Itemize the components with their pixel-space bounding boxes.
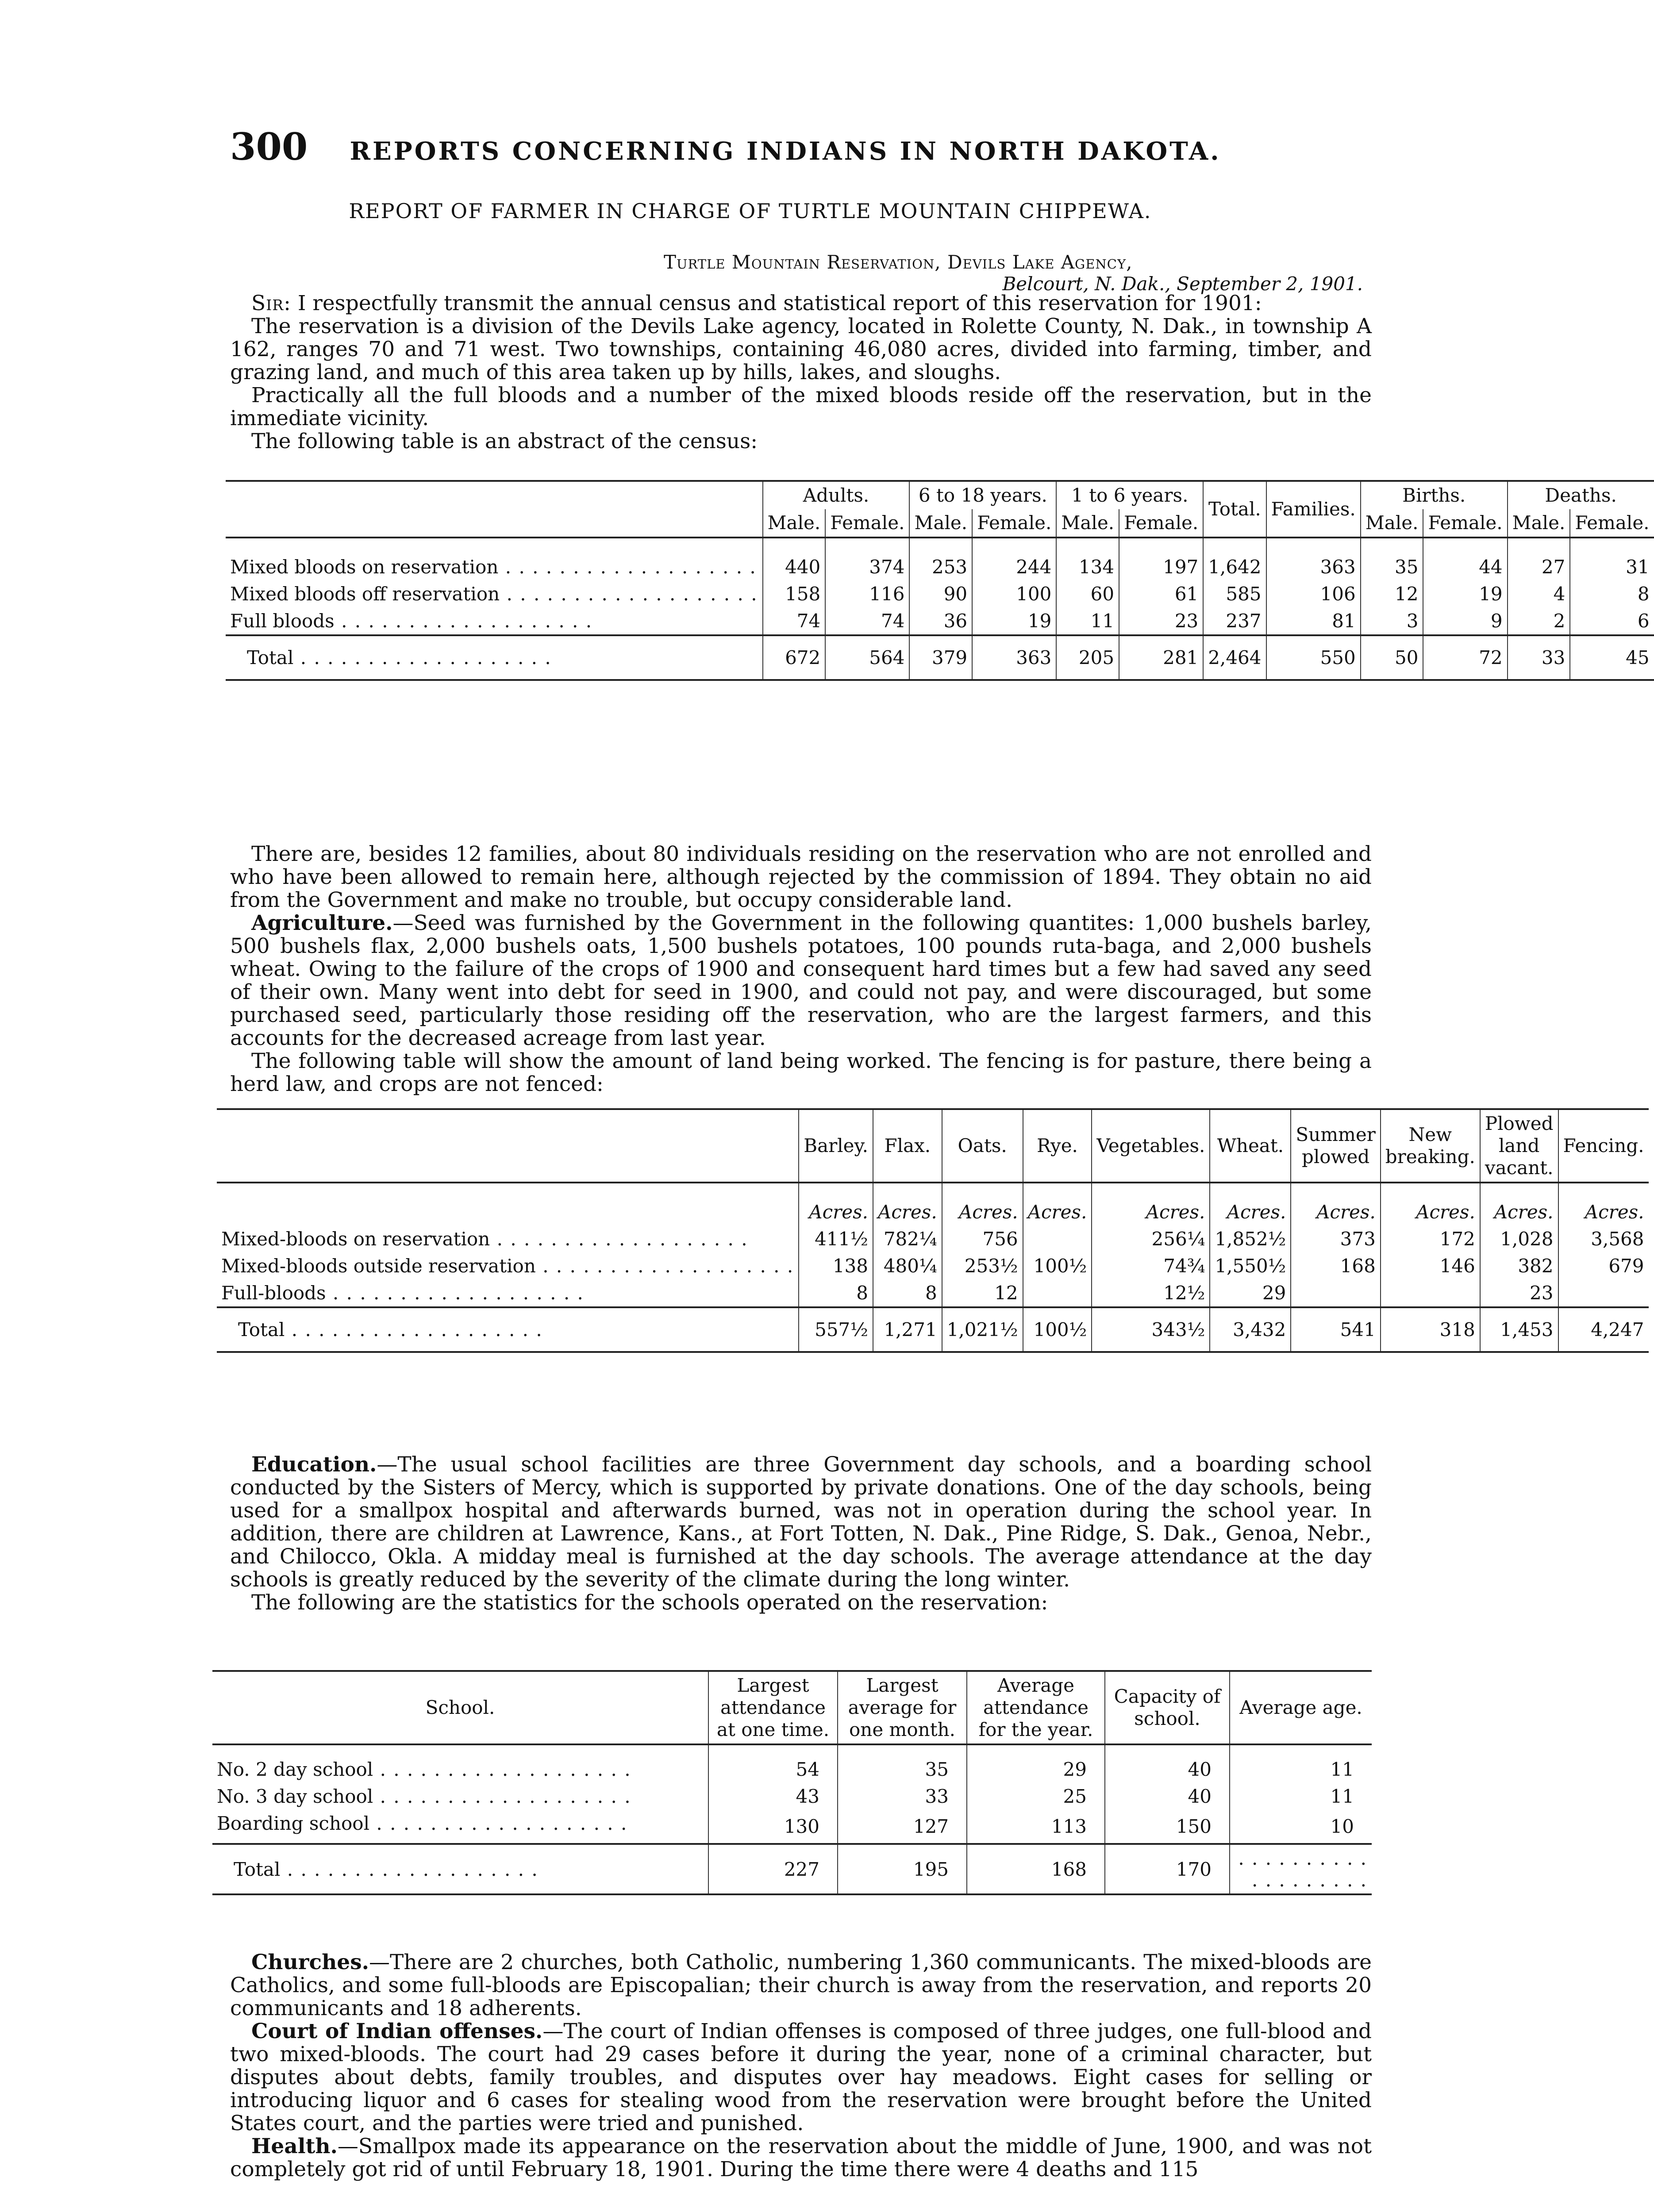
page-number: 300 [230,125,308,169]
census-cell: 158 [763,580,826,607]
census-cell: 116 [825,580,909,607]
agriculture-paragraph [230,912,1372,1050]
census-cell: 237 [1203,607,1266,635]
land-cell: 1,852½ [1210,1225,1291,1252]
land-cell: 480¼ [873,1252,942,1279]
land-total-cell: 318 [1381,1307,1480,1352]
intro-p3: Practically all the full bloods and a number of the mixed bloods reside off the reservation, but in the immediate vicinity. [230,383,1372,430]
census-cell: 31 [1570,538,1654,580]
education-section [230,1453,1372,1614]
land-cell: 679 [1558,1252,1649,1279]
land-cell: 8 [873,1279,942,1307]
land-cell: 146 [1381,1252,1480,1279]
page-header [230,125,1381,169]
land-cell: 12 [942,1279,1023,1307]
land-total-cell: 343½ [1092,1307,1210,1352]
schools-cell: 40 [1105,1783,1230,1810]
census-total-cell: 672 [763,635,826,680]
census-cell: 74 [763,607,826,635]
land-intro-paragraph: The following table will show the amount of land being worked. The fencing is for pasture, there being a herd law, and crops are not fenced: [230,1049,1372,1096]
intro-paragraph [230,292,1372,315]
land-cell: 12½ [1092,1279,1210,1307]
census-total-cell: 33 [1508,635,1570,680]
land-column-header: New breaking. [1381,1109,1480,1183]
census-male-header: Male. [763,509,826,538]
census-cell: 2 [1508,607,1570,635]
land-unit-cell: Acres. [1092,1183,1210,1225]
schools-total-cell: 168 [967,1844,1105,1894]
land-cell: 756 [942,1225,1023,1252]
land-cell: 256¼ [1092,1225,1210,1252]
census-total-cell: 379 [909,635,972,680]
census-total-cell: 550 [1266,635,1361,680]
schools-cell: 10 [1230,1810,1372,1844]
land-unit-cell: Acres. [1210,1183,1291,1225]
census-total-cell: 564 [825,635,909,680]
schools-cell: 127 [838,1810,967,1844]
dateline [664,251,1363,295]
land-cell [1558,1279,1649,1307]
land-cell [1023,1279,1092,1307]
land-total-cell: 4,247 [1558,1307,1649,1352]
land-cell: 138 [799,1252,873,1279]
census-group-header: Families. [1266,481,1361,538]
land-header-row [217,1109,1649,1183]
land-cell: 172 [1381,1225,1480,1252]
land-total-label: Total . . . [217,1307,799,1352]
census-cell: 90 [909,580,972,607]
land-row [217,1252,1649,1279]
schools-row-label: Boarding school . . . [212,1810,708,1844]
land-cell: 3,568 [1558,1225,1649,1252]
schools-total-cell [1230,1844,1372,1894]
schools-row-label: No. 3 day school . . . [212,1783,708,1810]
land-cell: 411½ [799,1225,873,1252]
churches-text: —There are 2 churches, both Catholic, numbering 1,360 communicants. The mixed-bloods are Catholics, and some full-bloods are Episcopalian; their church is away from the reservation, and reports 20 communicants and 18 adherents. [230,1950,1372,2020]
land-unit-cell: Acres. [942,1183,1023,1225]
land-total-cell: 1,271 [873,1307,942,1352]
land-total-cell: 1,453 [1480,1307,1558,1352]
census-female-header: Female. [1570,509,1654,538]
census-cell: 244 [972,538,1056,580]
census-total-cell: 45 [1570,635,1654,680]
agriculture-text: —Seed was furnished by the Government in the following quantites: 1,000 bushels barley, 500 bushels flax, 2,000 bushels oats, 1,500 bushels potatoes, 100 pounds ruta-baga, and 2,000 bushels wheat. Owing to the failure of the crops of 1900 and consequent hard times but a few had saved any seed of their own. Many went into debt for seed in 1900, and could not pay, and were discouraged, but some purchased seed, particularly those residing off the reservation, who are the largest farmers, and this accounts for the decreased acreage from last year. [230,911,1372,1050]
schools-cell: 11 [1230,1744,1372,1783]
intro-p1: I respectfully transmit the annual census and statistical report of this reservation for 1901: [297,291,1262,315]
schools-cell: 35 [838,1744,967,1783]
census-cell: 4 [1508,580,1570,607]
court-text: —The court of Indian offenses is composed of three judges, one full-blood and two mixed-bloods. The court had 29 cases before it during the year, none of a criminal character, but disputes about debts, family troubles, and disputes over hay meadows. Eight cases for selling or introducing liquor and 6 cases for stealing wood from the reservation were brought before the United States court, and the parties were tried and punished. [230,2019,1372,2135]
education-paragraph [230,1453,1372,1591]
census-total-label: Total . . . [226,635,763,680]
land-total-cell: 1,021½ [942,1307,1023,1352]
land-cell: 29 [1210,1279,1291,1307]
census-cell: 3 [1361,607,1423,635]
dateline-place: Turtle Mountain Reservation, Devils Lake Agency, [664,251,1133,273]
census-header-row [226,481,1654,509]
census-male-header: Male. [1056,509,1119,538]
census-cell: 1,642 [1203,538,1266,580]
census-cell: 36 [909,607,972,635]
health-paragraph [230,2135,1372,2181]
census-cell: 100 [972,580,1056,607]
land-unit-row [217,1183,1649,1225]
land-cell [1291,1279,1380,1307]
census-cell: 44 [1423,538,1507,580]
land-cell: 23 [1480,1279,1558,1307]
census-cell: 81 [1266,607,1361,635]
census-cell: 12 [1361,580,1423,607]
schools-row [212,1783,1372,1810]
schools-column-header: Largest average for one month. [838,1671,967,1744]
land-unit-cell: Acres. [799,1183,873,1225]
health-text: —Smallpox made its appearance on the reservation about the middle of June, 1900, and was not completely got rid of until February 18, 1901. During the time there were 4 deaths and 115 [230,2134,1372,2181]
census-total-cell: 281 [1119,635,1203,680]
census-group-header: Deaths. [1508,481,1654,509]
census-cell: 106 [1266,580,1361,607]
census-cell: 61 [1119,580,1203,607]
schools-column-header: School. [425,1697,495,1718]
land-unit-cell: Acres. [1291,1183,1380,1225]
education-text: —The usual school facilities are three Government day schools, and a boarding school conducted by the Sisters of Mercy, which is supported by private donations. One of the day schools, being used for a smallpox hospital and afterwards burned, was not in operation during the school year. In addition, there are children at Lawrence, Kans., at Fort Totten, N. Dak., Pine Ridge, S. Dak., Genoa, Nebr., and Chilocco, Okla. A midday meal is furnished at the day schools. The average attendance at the day schools is greatly reduced by the severity of the climate during the long winter. [230,1452,1372,1592]
census-total-row [226,635,1654,680]
census-cell: 253 [909,538,972,580]
land-row-label: Full-bloods . . . [217,1279,799,1307]
schools-cell: 33 [838,1783,967,1810]
land-cell: 782¼ [873,1225,942,1252]
land-unit-cell: Acres. [1480,1183,1558,1225]
census-cell: 440 [763,538,826,580]
closing-section [230,1951,1372,2181]
schools-total-label: Total . . . [212,1844,708,1894]
census-cell: 11 [1056,607,1119,635]
schools-cell: 43 [708,1783,838,1810]
land-column-header: Plowed land vacant. [1480,1109,1558,1183]
intro-section [230,292,1372,453]
census-stub-header [226,481,763,538]
land-cell: 1,550½ [1210,1252,1291,1279]
land-unit-cell: Acres. [1023,1183,1092,1225]
land-table [217,1108,1649,1353]
land-total-cell: 541 [1291,1307,1380,1352]
land-total-cell: 3,432 [1210,1307,1291,1352]
census-total-cell: 205 [1056,635,1119,680]
schools-cell: 54 [708,1744,838,1783]
land-column-header: Flax. [873,1109,942,1183]
health-lead: Health. [251,2134,338,2158]
land-row [217,1279,1649,1307]
schools-row [212,1744,1372,1783]
census-female-header: Female. [1423,509,1507,538]
land-row [217,1225,1649,1252]
census-row [226,580,1654,607]
census-cell: 374 [825,538,909,580]
land-column-header: Rye. [1023,1109,1092,1183]
land-cell [1381,1279,1480,1307]
census-group-header: 6 to 18 years. [909,481,1056,509]
census-group-header: Total. [1203,481,1266,538]
schools-cell: 11 [1230,1783,1372,1810]
land-unit-stub [217,1183,799,1225]
schools-column-header: Capacity of school. [1105,1671,1230,1744]
census-group-header: Adults. [763,481,910,509]
court-paragraph [230,2020,1372,2135]
dateline-date: Belcourt, N. Dak., September 2, 1901. [1002,273,1363,295]
census-cell: 74 [825,607,909,635]
schools-total-row [212,1844,1372,1894]
census-row-label: Full bloods . . . [226,607,763,635]
census-row [226,538,1654,580]
schools-cell: 113 [967,1810,1105,1844]
churches-paragraph [230,1951,1372,2020]
land-cell: 1,028 [1480,1225,1558,1252]
salutation: Sir: [251,291,291,315]
census-cell: 134 [1056,538,1119,580]
land-column-header: Oats. [942,1109,1023,1183]
besides-paragraph: There are, besides 12 families, about 80 individuals residing on the reservation who are not enrolled and who have been allowed to remain here, although rejected by the commission of 1894. They obtain no aid from the Government and make no trouble, but occupy considerable land. [230,842,1372,912]
land-row-label: Mixed-bloods on reservation . . . [217,1225,799,1252]
census-female-header: Female. [972,509,1056,538]
census-male-header: Male. [1361,509,1423,538]
census-table [226,480,1654,681]
census-cell: 197 [1119,538,1203,580]
land-unit-cell: Acres. [1381,1183,1480,1225]
schools-cell: 29 [967,1744,1105,1783]
land-cell: 74¾ [1092,1252,1210,1279]
intro-p4: The following table is an abstract of the census: [251,429,758,453]
schools-column-header: Average attendance for the year. [967,1671,1105,1744]
land-total-cell: 100½ [1023,1307,1092,1352]
census-group-header: Births. [1361,481,1508,509]
land-total-row [217,1307,1649,1352]
court-lead: Court of Indian offenses. [251,2019,543,2043]
land-cell [1023,1225,1092,1252]
land-cell: 373 [1291,1225,1380,1252]
census-total-cell: 72 [1423,635,1507,680]
land-cell: 8 [799,1279,873,1307]
census-cell: 9 [1423,607,1507,635]
land-total-cell: 557½ [799,1307,873,1352]
running-title: REPORTS CONCERNING INDIANS IN NORTH DAKOTA. [350,137,1221,166]
census-cell: 8 [1570,580,1654,607]
land-unit-cell: Acres. [1558,1183,1649,1225]
education-lead: Education. [251,1452,377,1477]
schools-table [212,1670,1372,1895]
census-group-header: 1 to 6 years. [1056,481,1203,509]
land-cell: 382 [1480,1252,1558,1279]
land-cell: 253½ [942,1252,1023,1279]
census-total-cell: 2,464 [1203,635,1266,680]
schools-total-cell: 195 [838,1844,967,1894]
schools-cell: 150 [1105,1810,1230,1844]
census-cell: 585 [1203,580,1266,607]
land-cell: 168 [1291,1252,1380,1279]
land-cell: 100½ [1023,1252,1092,1279]
schools-cell: 40 [1105,1744,1230,1783]
schools-row-label: No. 2 day school . . . [212,1744,708,1783]
land-column-header: Fencing. [1558,1109,1649,1183]
land-column-header: Barley. [799,1109,873,1183]
schools-column-header: Largest attendance at one time. [708,1671,838,1744]
census-male-header: Male. [1508,509,1570,538]
schools-column-header: Average age. [1230,1671,1372,1744]
report-title: REPORT OF FARMER IN CHARGE OF TURTLE MOUNTAIN CHIPPEWA. [349,199,1152,223]
census-cell: 19 [1423,580,1507,607]
census-row-label: Mixed bloods off reservation . . . [226,580,763,607]
schools-row [212,1810,1372,1844]
schools-intro-paragraph: The following are the statistics for the schools operated on the reservation: [251,1590,1048,1615]
census-total-cell: 50 [1361,635,1423,680]
churches-lead: Churches. [251,1950,369,1974]
agriculture-section [230,843,1372,1096]
schools-header-row [212,1671,1372,1744]
census-cell: 6 [1570,607,1654,635]
schools-cell: 25 [967,1783,1105,1810]
agriculture-lead: Agriculture. [251,911,393,935]
land-column-header: Vegetables. [1092,1109,1210,1183]
census-female-header: Female. [1119,509,1203,538]
census-cell: 27 [1508,538,1570,580]
census-total-cell: 363 [972,635,1056,680]
census-male-header: Male. [909,509,972,538]
census-female-header: Female. [825,509,909,538]
census-cell: 19 [972,607,1056,635]
land-row-label: Mixed-bloods outside reservation . . . [217,1252,799,1279]
census-row-label: Mixed bloods on reservation . . . [226,538,763,580]
census-cell: 23 [1119,607,1203,635]
schools-cell: 130 [708,1810,838,1844]
intro-p2: The reservation is a division of the Devils Lake agency, located in Rolette County, N. Dak., in township A 162, ranges 70 and 71 west. Two townships, containing 46,080 acres, divided into farming, timber, and grazing land, and much of this area taken up by hills, lakes, and sloughs. [230,314,1372,384]
census-cell: 363 [1266,538,1361,580]
land-column-header: Summer plowed [1291,1109,1380,1183]
schools-total-cell: 170 [1105,1844,1230,1894]
land-stub-header [217,1109,799,1183]
census-row [226,607,1654,635]
census-cell: 60 [1056,580,1119,607]
land-column-header: Wheat. [1210,1109,1291,1183]
census-cell: 35 [1361,538,1423,580]
schools-total-cell: 227 [708,1844,838,1894]
land-unit-cell: Acres. [873,1183,942,1225]
